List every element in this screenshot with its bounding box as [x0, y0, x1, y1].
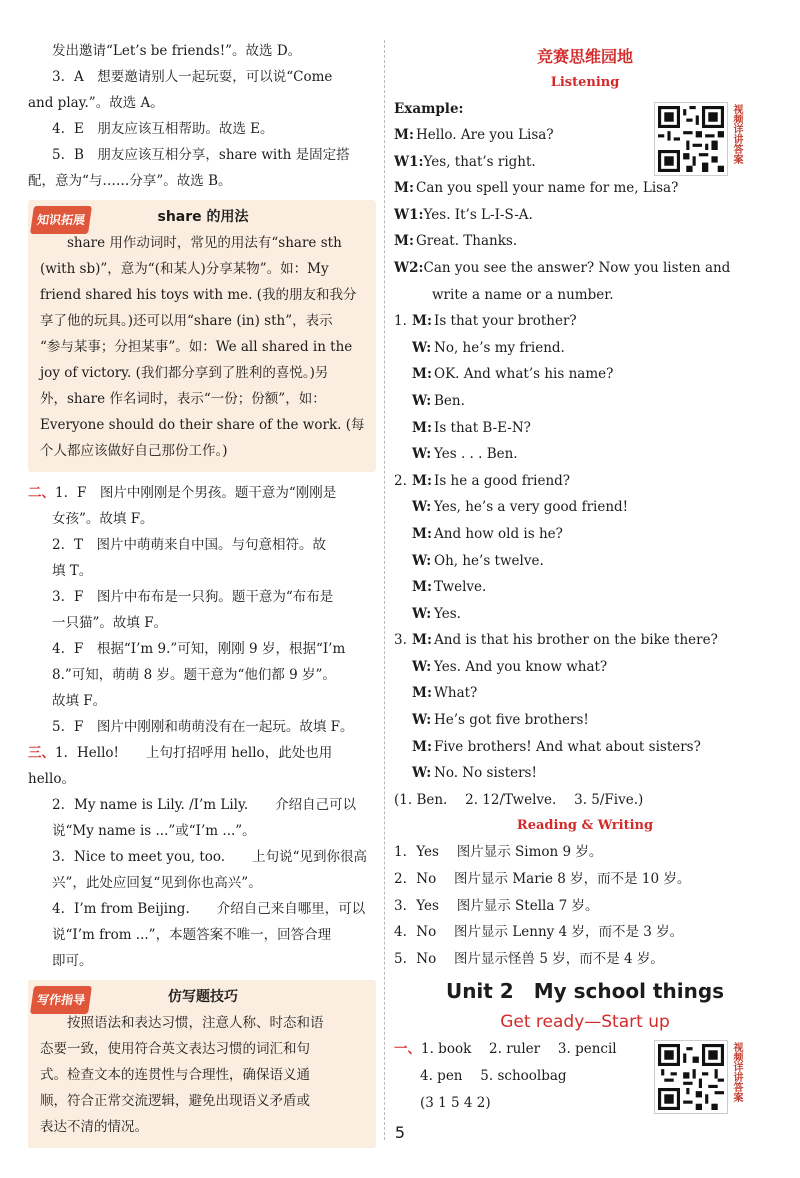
competition-title: 竞赛思维园地	[536, 47, 633, 66]
dialog-line: M: Hello. Are you Lisa?	[394, 127, 554, 143]
dialog-line: M: Great. Thanks.	[394, 233, 518, 250]
qr-pattern-icon	[658, 106, 724, 172]
dialog-line: W: Oh, he’s twelve.	[412, 552, 544, 569]
answer-line: 1. Yes 图片显示 Simon 9 岁。	[394, 844, 603, 861]
dialog-line: W: No. No sisters!	[412, 765, 537, 782]
answer-line: 兴”，此处应回复“见到你也高兴”。	[52, 875, 262, 891]
dialog-line: W1:Yes, that’s right.	[394, 153, 536, 170]
qr-code-icon[interactable]	[654, 1040, 728, 1114]
dialog-line: 1. M: Is that your brother?	[394, 313, 577, 330]
dialog-line: M: Five brothers! And what about sisters?	[412, 738, 701, 755]
writing-guide-title: 仿写题技巧	[168, 989, 238, 1005]
dialog-2	[394, 468, 776, 628]
dialog-line: W: Yes . . . Ben.	[412, 446, 518, 463]
dialog-line: M: Is that B-E-N?	[412, 419, 531, 436]
dialog-line: write a name or a number.	[432, 286, 614, 303]
answer-line: 5. No 图片显示怪兽 5 岁，而不是 4 岁。	[394, 950, 664, 967]
answer-line: 5. B 朋友应该互相分享，share with 是固定搭	[52, 147, 350, 163]
answer-line: 女孩”。故填 F。	[52, 511, 154, 527]
answer-line: 2. No 图片显示 Marie 8 岁，而不是 10 岁。	[394, 871, 691, 888]
dialog-line: 3. M: And is that his brother on the bike there?	[394, 632, 718, 649]
page-number: 5	[394, 1123, 406, 1142]
answer-line: 二、1. F 图片中刚刚是个男孩。题干意为“刚刚是	[28, 485, 337, 501]
answer-line: 4. E 朋友应该互相帮助。故选 E。	[52, 121, 274, 137]
reading-writing-answers	[394, 839, 776, 972]
knowledge-line: “参与某事；分担某事”。如：We all shared in the	[40, 339, 353, 355]
writing-guide-line: 式。检查文本的连贯性与合理性，确保语义通	[40, 1067, 310, 1083]
answer-line: (3 1 5 4 2)	[420, 1094, 491, 1111]
knowledge-box	[28, 200, 376, 472]
qr-label: 视频详讲答案	[731, 1042, 742, 1102]
qr-pattern-icon	[658, 1044, 724, 1110]
answer-line: 2. My name is Lily. /I’m Lily. 介绍自己可以	[52, 797, 357, 813]
dialog-1	[394, 308, 776, 468]
dialog-line: W: He’s got five brothers!	[412, 712, 589, 729]
column-divider	[384, 40, 385, 1140]
writing-guide-tag: 写作指导	[30, 986, 92, 1014]
answer-line: 配，意为“与……分享”。故选 B。	[28, 173, 232, 189]
answer-line: 5. F 图片中刚刚和萌萌没有在一起玩。故填 F。	[52, 719, 354, 735]
answer-line: 4. F 根据“I’m 9.”可知，刚刚 9 岁，根据“I’m	[52, 641, 346, 657]
dialog-line: W1:Yes. It’s L-I-S-A.	[394, 206, 533, 223]
section-three	[28, 740, 376, 974]
knowledge-line: share 用作动词时，常见的用法有“share sth	[67, 235, 342, 251]
dialog-line: W2:Can you see the answer? Now you listen and	[394, 259, 731, 276]
dialog-line: W: Yes. And you know what?	[412, 658, 608, 675]
answer-line: 一、1. book 2. ruler 3. pencil	[394, 1041, 617, 1058]
qr-code-icon[interactable]	[654, 102, 728, 176]
answer-line: 即可。	[52, 953, 93, 969]
knowledge-title: share 的用法	[157, 209, 249, 225]
answer-line: 发出邀请“Let’s be friends!”。故选 D。	[52, 43, 302, 59]
knowledge-line: (with sb)”，意为“(和某人)分享某物”。如：My	[40, 261, 329, 277]
listening-answer: (1. Ben. 2. 12/Twelve. 3. 5/Five.)	[394, 791, 644, 808]
right-column	[394, 44, 776, 1116]
answers-part1	[28, 64, 376, 194]
answer-line: 故填 F。	[52, 693, 107, 709]
dialog-line: W: No, he’s my friend.	[412, 339, 565, 356]
answer-line: 三、1. Hello! 上句打招呼用 hello，此处也用 hello。	[28, 745, 333, 787]
answer-line: 填 T。	[52, 563, 93, 579]
answer-line: 3. A 想要邀请别人一起玩耍，可以说“Come	[52, 69, 333, 85]
answer-line: 3. Yes 图片显示 Stella 7 岁。	[394, 897, 599, 914]
dialog-line: M: OK. And what’s his name?	[412, 366, 614, 383]
knowledge-line: Everyone should do their share of the work. (每	[40, 417, 365, 433]
answer-line: 4. No 图片显示 Lenny 4 岁，而不是 3 岁。	[394, 924, 684, 941]
writing-guide-line: 顺，符合正常交流逻辑，避免出现语义矛盾或	[40, 1093, 310, 1109]
reading-writing-heading: Reading & Writing	[516, 818, 654, 834]
answer-line: 3. F 图片中布布是一只狗。题干意为“布布是	[52, 589, 334, 605]
knowledge-line: 个人都应该做好自己那份工作。)	[40, 443, 228, 459]
qr-label: 视频详讲答案	[731, 104, 742, 164]
dialog-line: M: Can you spell your name for me, Lisa?	[394, 180, 679, 197]
example-label: Example:	[394, 101, 464, 117]
dialog-line: W: Yes, he’s a very good friend!	[412, 499, 629, 516]
dialog-line: M: Twelve.	[412, 579, 487, 596]
left-column	[28, 38, 376, 1156]
answer-line: 2. T 图片中萌萌来自中国。与句意相符。故	[52, 537, 327, 553]
dialog-line: W: Yes.	[412, 605, 461, 622]
listening-heading: Listening	[550, 75, 620, 90]
dialog-line: 2. M: Is he a good friend?	[394, 472, 571, 489]
answer-line: 一只猫”。故填 F。	[52, 615, 168, 631]
answer-line: 说“My name is ...”或“I’m ...”。	[52, 823, 256, 839]
knowledge-tag: 知识拓展	[30, 206, 92, 234]
knowledge-line: 享了他的玩具。)还可以用“share (in) sth”，表示	[40, 313, 333, 329]
unit-title: Unit 2 My school things	[445, 979, 725, 1004]
knowledge-line: 外，share 作名词时，表示“一份；份额”，如：	[40, 391, 326, 407]
writing-guide-line: 表达不清的情况。	[40, 1119, 148, 1135]
answer-line: 4. I’m from Beijing. 介绍自己来自哪里，可以	[52, 901, 366, 917]
knowledge-line: friend shared his toys with me. (我的朋友和我分	[40, 287, 357, 303]
dialog-3	[394, 627, 776, 787]
dialog-line: M: What?	[412, 685, 478, 702]
answer-line: 3. Nice to meet you, too. 上句说“见到你很高	[52, 849, 367, 865]
unit-subtitle: Get ready—Start up	[500, 1012, 670, 1033]
answer-line: 8.”可知，萌萌 8 岁。题干意为“他们都 9 岁”。	[52, 667, 336, 683]
answer-line: 说“I’m from ...”，本题答案不唯一，回答合理	[52, 927, 332, 943]
dialog-line: W: Ben.	[412, 392, 465, 409]
answer-line: 4. pen 5. schoolbag	[420, 1068, 567, 1084]
knowledge-line: joy of victory. (我们都分享到了胜利的喜悦。)另	[40, 365, 329, 381]
answer-line: and play.”。故选 A。	[28, 95, 164, 111]
section-two	[28, 480, 376, 740]
writing-guide-line: 态要一致，使用符合英文表达习惯的词汇和句	[40, 1041, 310, 1057]
dialog-line: M: And how old is he?	[412, 525, 563, 542]
writing-guide-line: 按照语法和表达习惯，注意人称、时态和语	[67, 1015, 324, 1031]
